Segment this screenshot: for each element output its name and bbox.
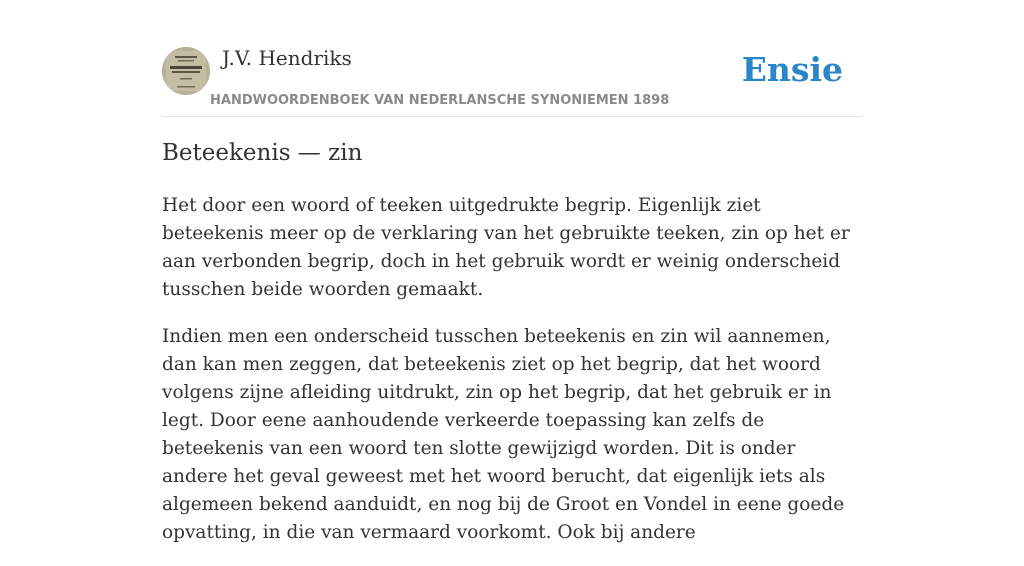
article-body: [162, 192, 862, 566]
brand-logo[interactable]: Ensie: [741, 50, 843, 89]
page-container: [162, 0, 862, 543]
source-avatar[interactable]: [162, 47, 210, 95]
author-name[interactable]: J.V. Hendriks: [222, 46, 352, 70]
source-title[interactable]: HANDWOORDENBOEK VAN NEDERLANSCHE SYNONIEMEN 1898: [210, 93, 670, 108]
book-cover-icon: [162, 47, 210, 95]
article-title: Beteekenis — zin: [162, 140, 363, 166]
paragraph: Indien men een onderscheid tusschen beteekenis en zin wil aannemen, dan kan men zeggen, dat beteekenis ziet op het begrip, dat het woord volgens zijne afleiding uitdrukt, zin op het begrip, dat het gebruik er in legt. Door eene aanhoudende verkeerde toepassing kan zelfs de beteekenis van een woord ten slotte gewijzigd worden. Dit is onder andere het geval geweest met het woord berucht, dat eigenlijk iets als algemeen bekend aanduidt, en nog bij de Groot en Vondel in eene goede opvatting, in die van vermaard voorkomt. Ook bij andere: [162, 326, 845, 543]
paragraph: Het door een woord of teeken uitgedrukte begrip. Eigenlijk ziet beteekenis meer op de verklaring van het gebruikte teeken, zin op het er aan verbonden begrip, doch in het gebruik wordt er weinig onderscheid tusschen beide woorden gemaakt.: [162, 195, 850, 300]
header: [162, 0, 862, 117]
